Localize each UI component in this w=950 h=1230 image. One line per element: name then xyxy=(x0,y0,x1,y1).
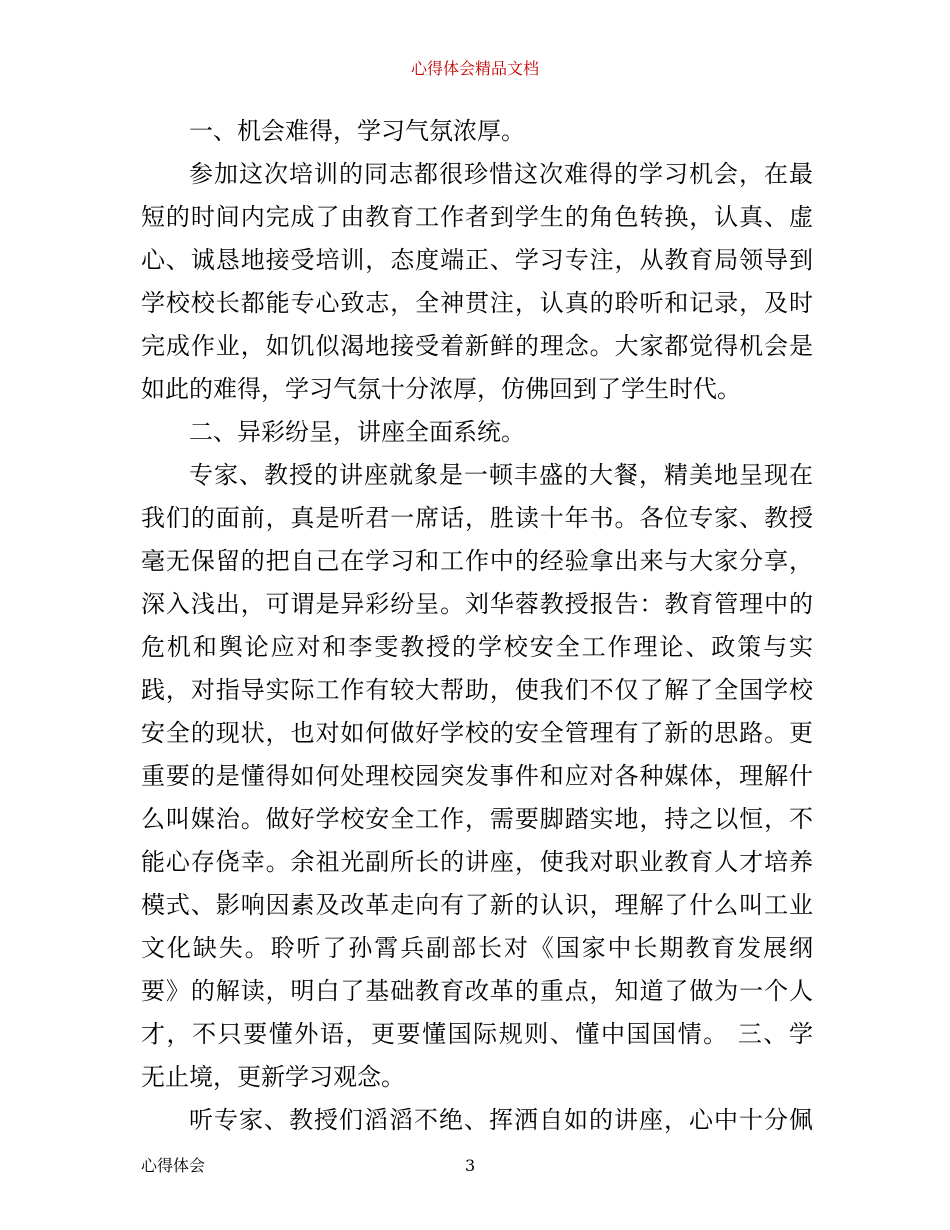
paragraph-line: 要》的解读，明白了基础教育改革的重点，知道了做为一个人 xyxy=(141,977,813,1005)
paragraph-line: 短的时间内完成了由教育工作者到学生的角色转换，认真、虚 xyxy=(141,203,813,231)
paragraph-line: 毫无保留的把自己在学习和工作中的经验拿出来与大家分享， xyxy=(141,547,813,575)
paragraph-line: 才，不只要懂外语，更要懂国际规则、懂中国国情。 三、学 xyxy=(141,1020,813,1048)
footer-label: 心得体会 xyxy=(141,1156,206,1175)
paragraph-line: 心、诚恳地接受培训，态度端正、学习专注，从教育局领导到 xyxy=(141,246,813,274)
paragraph-line: 危机和舆论应对和李雯教授的学校安全工作理论、政策与实 xyxy=(141,633,813,661)
paragraph-line: 模式、影响因素及改革走向有了新的认识，理解了什么叫工业 xyxy=(141,891,813,919)
document-header-title: 心得体会精品文档 xyxy=(410,59,539,78)
paragraph-line: 我们的面前，真是听君一席话，胜读十年书。各位专家、教授 xyxy=(141,504,813,532)
paragraph-line: 无止境，更新学习观念。 xyxy=(141,1063,405,1091)
section-heading-1: 一、机会难得，学习气氛浓厚。 xyxy=(189,117,525,145)
paragraph-line: 深入浅出，可谓是异彩纷呈。刘华蓉教授报告：教育管理中的 xyxy=(141,590,813,618)
section-heading-2: 二、异彩纷呈，讲座全面系统。 xyxy=(189,418,525,446)
paragraph-line: 学校校长都能专心致志，全神贯注，认真的聆听和记录，及时 xyxy=(141,289,813,317)
paragraph-line: 文化缺失。聆听了孙霄兵副部长对《国家中长期教育发展纲 xyxy=(141,934,813,962)
paragraph-line: 践，对指导实际工作有较大帮助，使我们不仅了解了全国学校 xyxy=(141,676,813,704)
document-body xyxy=(141,110,813,1142)
paragraph-line: 么叫媒治。做好学校安全工作，需要脚踏实地，持之以恒，不 xyxy=(141,805,813,833)
paragraph-line: 重要的是懂得如何处理校园突发事件和应对各种媒体，理解什 xyxy=(141,762,813,790)
page-number: 3 xyxy=(465,1156,476,1175)
paragraph-line: 参加这次培训的同志都很珍惜这次难得的学习机会，在最 xyxy=(189,160,813,188)
paragraph-line: 完成作业，如饥似渴地接受着新鲜的理念。大家都觉得机会是 xyxy=(141,332,813,360)
paragraph-line: 听专家、教授们滔滔不绝、挥洒自如的讲座，心中十分佩 xyxy=(189,1106,813,1134)
paragraph-line: 能心存侥幸。余祖光副所长的讲座，使我对职业教育人才培养 xyxy=(141,848,813,876)
paragraph-line: 如此的难得，学习气氛十分浓厚，仿佛回到了学生时代。 xyxy=(141,375,741,403)
paragraph-line: 安全的现状，也对如何做好学校的安全管理有了新的思路。更 xyxy=(141,719,813,747)
paragraph-line: 专家、教授的讲座就象是一顿丰盛的大餐，精美地呈现在 xyxy=(189,461,813,489)
